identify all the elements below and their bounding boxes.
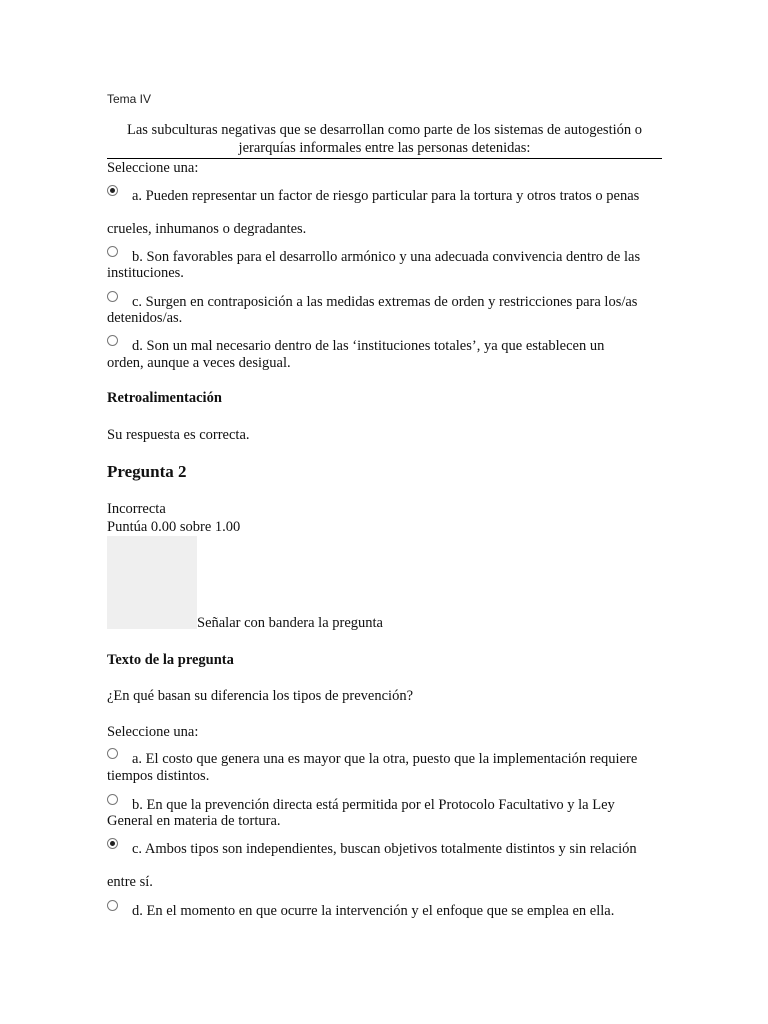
q1-option-b[interactable] <box>107 246 662 266</box>
q1-option-b-continued: instituciones. <box>107 265 184 281</box>
question-2-score: Puntúa 0.00 sobre 1.00 <box>107 519 241 535</box>
question-2-status: Incorrecta <box>107 501 166 517</box>
radio-icon[interactable] <box>107 335 118 346</box>
q1-option-c[interactable] <box>107 291 662 311</box>
q1-option-d-continued: orden, aunque a veces desigual. <box>107 355 291 371</box>
question-text-heading: Texto de la pregunta <box>107 652 234 668</box>
radio-icon[interactable] <box>107 748 118 759</box>
select-one-label-2: Seleccione una: <box>107 724 199 740</box>
select-one-label: Seleccione una: <box>107 160 199 176</box>
radio-icon[interactable] <box>107 794 118 805</box>
option-text: d. En el momento en que ocurre la intervención y el enfoque que se emplea en ella. <box>132 903 615 919</box>
q2-option-a-continued: tiempos distintos. <box>107 768 210 784</box>
option-text: a. Pueden representar un factor de riesgo particular para la tortura y otros tratos o penas <box>132 188 640 204</box>
feedback-heading: Retroalimentación <box>107 390 222 406</box>
flag-question-link[interactable]: Señalar con bandera la pregunta <box>197 615 383 631</box>
flag-image-placeholder <box>107 536 197 629</box>
radio-icon[interactable] <box>107 246 118 257</box>
q1-option-a[interactable] <box>107 185 662 205</box>
radio-checked-icon[interactable] <box>107 185 118 196</box>
q1-option-c-continued: detenidos/as. <box>107 310 183 326</box>
radio-checked-icon[interactable] <box>107 838 118 849</box>
q1-option-d[interactable] <box>107 335 662 355</box>
option-text: a. El costo que genera una es mayor que la otra, puesto que la implementación requiere <box>132 751 638 767</box>
option-text: b. En que la prevención directa está permitida por el Protocolo Facultativo y la Ley <box>132 797 615 813</box>
q2-option-c-continued: entre sí. <box>107 874 153 890</box>
q2-option-a[interactable] <box>107 748 662 768</box>
radio-icon[interactable] <box>107 900 118 911</box>
question-2-heading: Pregunta 2 <box>107 462 187 481</box>
q2-option-b-continued: General en materia de tortura. <box>107 813 281 829</box>
feedback-text: Su respuesta es correcta. <box>107 427 250 443</box>
option-text: b. Son favorables para el desarrollo armónico y una adecuada convivencia dentro de las <box>132 249 641 265</box>
option-text: c. Ambos tipos son independientes, buscan objetivos totalmente distintos y sin relación <box>132 841 637 857</box>
q2-option-c[interactable] <box>107 838 662 858</box>
option-text: c. Surgen en contraposición a las medidas extremas de orden y restricciones para los/as <box>132 294 638 310</box>
question-1-prompt: Las subculturas negativas que se desarrollan como parte de los sistemas de autogestión o jerarquías informales entre las personas detenidas: <box>107 121 662 159</box>
option-text: d. Son un mal necesario dentro de las ‘instituciones totales’, ya que establecen un <box>132 338 605 354</box>
q2-option-d[interactable] <box>107 900 662 920</box>
question-2-text: ¿En qué basan su diferencia los tipos de prevención? <box>107 688 414 704</box>
radio-icon[interactable] <box>107 291 118 302</box>
q1-option-a-continued: crueles, inhumanos o degradantes. <box>107 221 307 237</box>
q2-option-b[interactable] <box>107 794 662 814</box>
topic-label: Tema IV <box>107 92 152 106</box>
